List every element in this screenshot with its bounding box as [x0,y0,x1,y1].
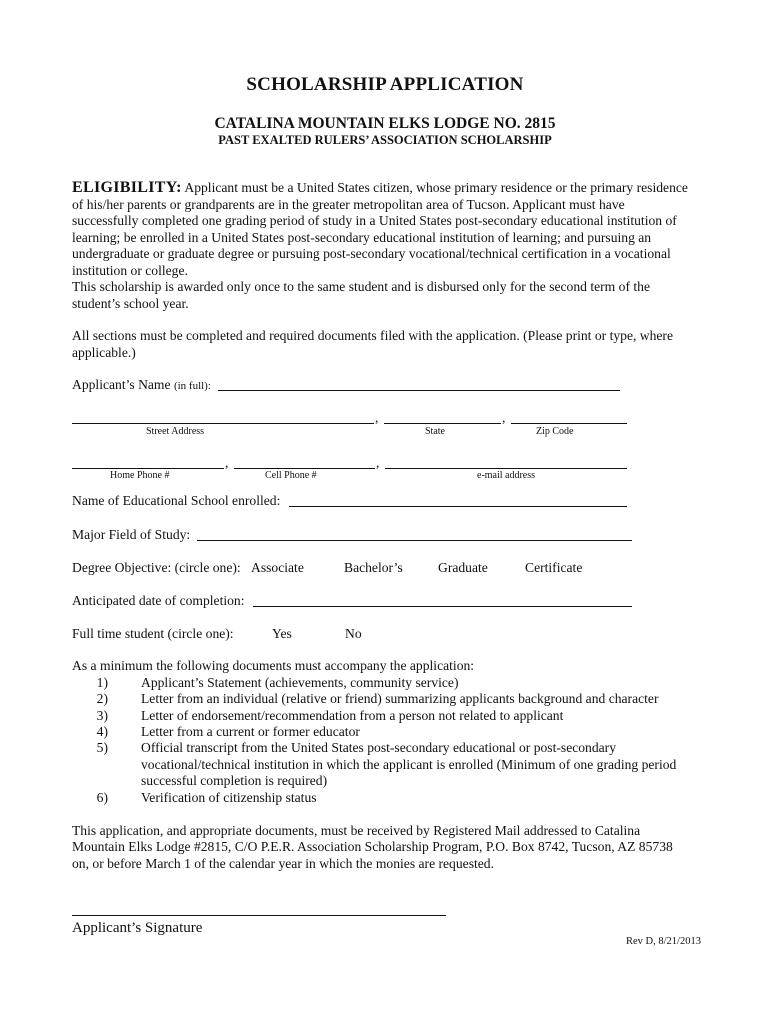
email-field[interactable] [385,468,627,469]
applicant-name-label: Applicant’s Name (in full): [72,377,211,392]
state-label: State [425,426,445,437]
email-label: e-mail address [477,470,536,481]
document-number: 6) [96,790,108,805]
program-name: PAST EXALTED RULERS’ ASSOCIATION SCHOLARSHIP [218,133,552,147]
signature-label: Applicant’s Signature [72,920,203,936]
document-item: Letter from a current or former educator [141,724,360,739]
document-number: 3) [96,708,108,723]
major-field[interactable] [197,540,632,541]
document-item-continued: vocational/technical institution in which the applicant is enrolled (Minimum of one grading period [141,757,677,772]
document-item: Official transcript from the United States post-secondary educational or post-secondary [141,740,617,755]
document-item-continued: successful completion is required) [141,773,328,788]
eligibility-line-1 [72,180,688,197]
street-address-field[interactable] [72,423,374,424]
fulltime-option-yes[interactable]: Yes [272,626,292,641]
degree-objective-label: Degree Objective: (circle one): [72,560,241,575]
form-title: SCHOLARSHIP APPLICATION [246,74,524,95]
document-item: Applicant’s Statement (achievements, community service) [141,675,459,690]
zip-code-label: Zip Code [536,426,574,437]
document-number: 2) [96,691,108,706]
instructions-line: All sections must be completed and required documents filed with the application. (Please print or type, where [72,328,673,343]
state-field[interactable] [384,423,501,424]
document-number: 5) [96,740,108,755]
eligibility-line: institution or college. [72,263,188,278]
separator-comma: , [502,410,506,425]
document-number: 4) [96,724,108,739]
eligibility-line: This scholarship is awarded only once to the same student and is disbursed only for the second term of the [72,279,650,294]
lodge-name: CATALINA MOUNTAIN ELKS LODGE NO. 2815 [214,115,556,132]
school-label: Name of Educational School enrolled: [72,493,281,508]
submission-line: This application, and appropriate documents, must be received by Registered Mail addressed to Catalina [72,823,641,838]
revision-note: Rev D, 8/21/2013 [626,936,701,947]
completion-date-label: Anticipated date of completion: [72,593,245,608]
eligibility-heading: ELIGIBILITY: [72,179,182,196]
home-phone-field[interactable] [72,468,224,469]
eligibility-line: of his/her parents or grandparents are in the greater metropolitan area of Tucson. Applicant must have [72,197,625,212]
major-label: Major Field of Study: [72,527,191,542]
home-phone-label: Home Phone # [110,470,170,481]
separator-comma: , [225,455,229,470]
completion-date-field[interactable] [253,606,632,607]
submission-line: Mountain Elks Lodge #2815, C/O P.E.R. Association Scholarship Program, P.O. Box 8742, Tucson, AZ 85738 [72,839,673,854]
degree-option-associate[interactable]: Associate [251,560,304,575]
separator-comma: , [375,410,379,425]
fulltime-option-no[interactable]: No [345,626,362,641]
documents-intro: As a minimum the following documents must accompany the application: [72,658,475,673]
eligibility-text: Applicant must be a United States citizen, whose primary residence or the primary residence [184,180,688,195]
school-field[interactable] [289,506,627,507]
street-address-label: Street Address [146,426,205,437]
degree-option-bachelors[interactable]: Bachelor’s [344,560,403,575]
cell-phone-field[interactable] [234,468,375,469]
applicant-name-field[interactable] [218,390,620,391]
degree-option-graduate[interactable]: Graduate [438,560,488,575]
signature-field[interactable] [72,915,446,916]
document-item: Letter from an individual (relative or friend) summarizing applicants background and character [141,691,659,706]
eligibility-line: student’s school year. [72,296,189,311]
cell-phone-label: Cell Phone # [265,470,317,481]
zip-code-field[interactable] [511,423,627,424]
eligibility-line: undergraduate or graduate degree or pursuing post-secondary vocational/technical certification in a vocational [72,246,671,261]
document-item: Verification of citizenship status [141,790,317,805]
instructions-line: applicable.) [72,345,136,360]
document-number: 1) [96,675,108,690]
submission-line: on, or before March 1 of the calendar year in which the monies are requested. [72,856,494,871]
eligibility-line: successfully completed one grading period of study in a United States post-secondary educational institution of [72,213,677,228]
separator-comma: , [376,455,380,470]
fulltime-label: Full time student (circle one): [72,626,234,641]
document-item: Letter of endorsement/recommendation from a person not related to applicant [141,708,564,723]
degree-option-certificate[interactable]: Certificate [525,560,583,575]
eligibility-line: learning; be enrolled in a United States post-secondary educational institution of learning; and pursuing an [72,230,652,245]
